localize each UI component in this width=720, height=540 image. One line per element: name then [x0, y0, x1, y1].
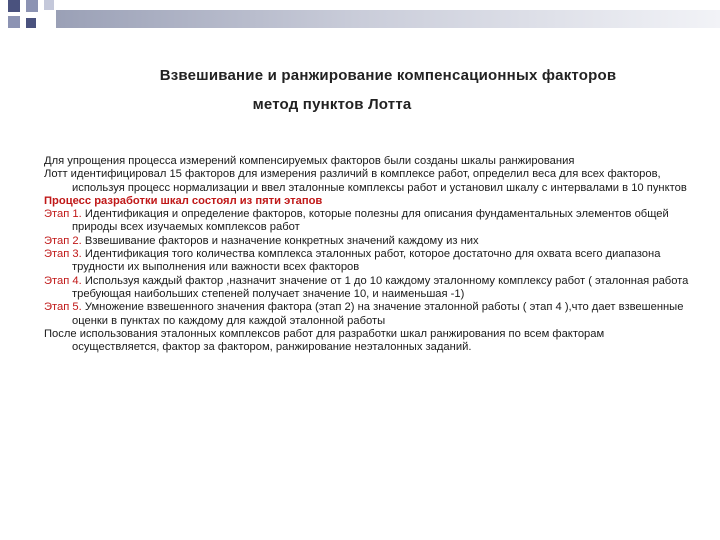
paragraph-text: После использования эталонных комплексов работ для разработки шкал ранжирования по всем факторам осуществляется, фактор за фактором, ранжирование неэталонных заданий.: [44, 327, 605, 354]
header-gradient-bar: [56, 10, 720, 28]
paragraph: [44, 195, 692, 208]
paragraph-text: Умножение взвешенного значения фактора (этап 2) на значение эталонной работы ( этап 4 ),что дает взвешенные оценки в пунктах по каждому для каждой эталонной работы: [72, 301, 684, 327]
slide-subtitle: метод пунктов Лотта: [252, 96, 412, 113]
paragraph: [44, 301, 692, 328]
slide-title: Взвешивание и ранжирование компенсационных факторов: [159, 67, 617, 84]
stage-label: Этап 2.: [44, 234, 82, 247]
decor-square: [26, 0, 38, 12]
paragraph-text: Взвешивание факторов и назначение конкретных значений каждому из них: [81, 234, 479, 247]
paragraph-text: Для упрощения процесса измерений компенсируемых факторов были созданы шкалы ранжирования: [44, 155, 575, 167]
paragraph: [44, 328, 692, 355]
decor-square: [26, 18, 36, 28]
paragraph: [44, 208, 692, 235]
paragraph: [44, 168, 692, 195]
stage-label: Этап 5.: [44, 301, 82, 314]
decor-square: [8, 0, 20, 12]
stage-label: Этап 1.: [44, 208, 82, 221]
paragraph: [44, 248, 692, 275]
paragraph-text: Используя каждый фактор ,назначит значение от 1 до 10 каждому эталонному комплексу работ ( эталонная работа требующая наибольших степеней получает значение 10, и наименьшая -1): [72, 274, 689, 300]
stage-label: Этап 4.: [44, 274, 82, 287]
decor-square: [44, 0, 54, 10]
stage-label: Этап 3.: [44, 248, 82, 261]
header-decoration: [0, 0, 720, 34]
paragraph: [44, 275, 692, 302]
paragraph: [44, 155, 692, 168]
decor-square: [8, 16, 20, 28]
paragraph-text: Идентификация и определение факторов, которые полезны для описания фундаментальных элементов общей природы всех изучаемых комплексов работ: [72, 208, 669, 234]
process-heading: Процесс разработки шкал состоял из пяти этапов: [44, 194, 323, 207]
paragraph-text: Лотт идентифицировал 15 факторов для измерения различий в комплексе работ, определил веса для всех факторов, используя процесс нормализации и ввел эталонные комплексы работ и установил шкалу с интервалами в 10 пунктов: [44, 168, 687, 194]
paragraph-text: Идентификация того количества комплекса эталонных работ, которое достаточно для охвата всего диапазона трудности их выполнения или важности всех факторов: [72, 248, 661, 274]
slide-body: [44, 155, 692, 354]
paragraph: [44, 235, 692, 248]
